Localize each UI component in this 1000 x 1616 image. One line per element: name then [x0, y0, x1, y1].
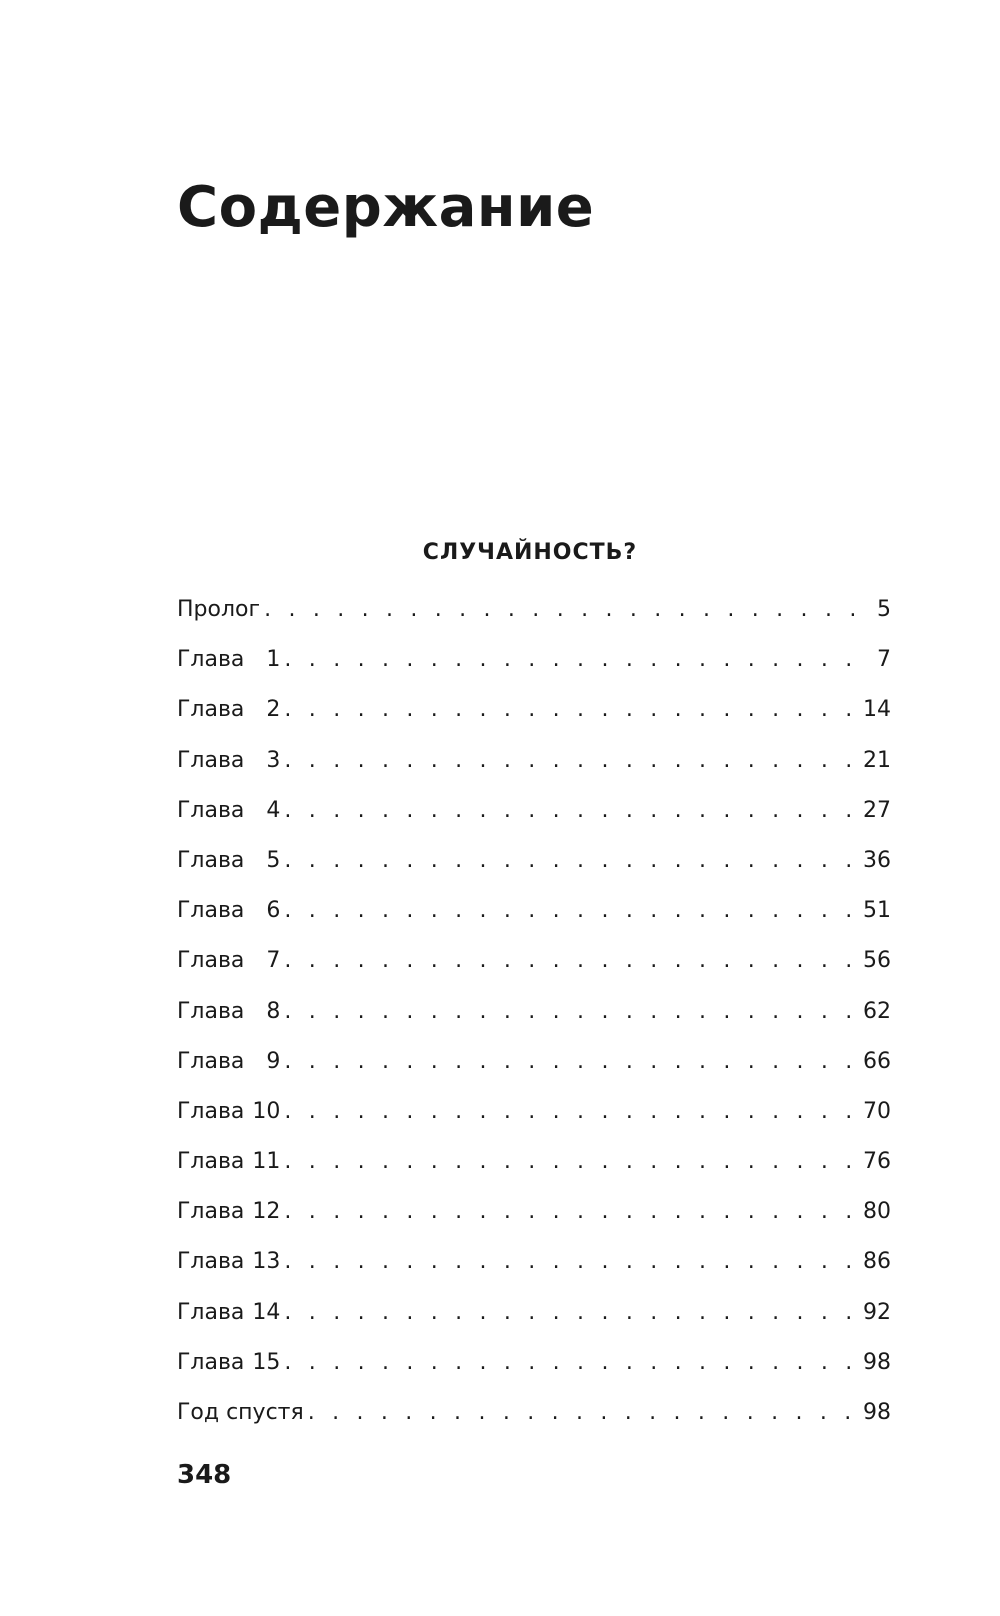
toc-entry-page: 66 [863, 1048, 891, 1074]
toc-entry-label [177, 1338, 280, 1388]
toc-dot-leader [264, 585, 855, 635]
toc-entry-page: 92 [863, 1299, 891, 1325]
toc-entry-number: 10 [252, 1098, 281, 1124]
page-number: 348 [177, 1460, 232, 1490]
toc-dot-leader [284, 1187, 855, 1237]
toc-entry[interactable] [177, 585, 891, 635]
toc-entry[interactable] [177, 736, 891, 786]
toc-entry-number: 9 [266, 1048, 281, 1074]
toc-entry-label [177, 1237, 280, 1287]
toc-entry-title: Глава [177, 1048, 245, 1074]
toc-dot-leader [284, 1137, 855, 1187]
toc-entry-number: 6 [266, 898, 281, 924]
toc-entry-label [177, 1288, 280, 1338]
toc-entry-page: 56 [863, 948, 891, 974]
toc-entry[interactable] [177, 987, 891, 1037]
toc-entry-number: 3 [266, 747, 281, 773]
toc-entry-number: 14 [252, 1299, 281, 1325]
toc-entry-label [177, 1187, 280, 1237]
toc-entry-page: 27 [863, 797, 891, 823]
toc-entry-label [177, 836, 280, 886]
toc-entry-page: 98 [863, 1349, 891, 1375]
toc-entry-label [177, 635, 280, 685]
toc-dot-leader [308, 1388, 855, 1438]
toc-dot-leader [284, 635, 855, 685]
toc-dot-leader [284, 936, 855, 986]
toc-entry-number: 8 [266, 998, 281, 1024]
toc-entry-label [177, 1087, 280, 1137]
toc-entry-title: Глава [177, 647, 245, 673]
toc-entry-page: 86 [863, 1249, 891, 1275]
toc-entry-number: 1 [266, 647, 281, 673]
toc-entry-title: Глава [177, 948, 245, 974]
toc-entry[interactable] [177, 635, 891, 685]
toc-dot-leader [284, 886, 855, 936]
toc-dot-leader [284, 736, 855, 786]
toc-entry-number: 5 [266, 847, 281, 873]
toc-entry-number: 2 [266, 697, 281, 723]
toc-entry-title: Глава [177, 697, 245, 723]
toc-entry-number: 13 [252, 1249, 281, 1275]
toc-entry[interactable] [177, 1087, 891, 1137]
toc-dot-leader [284, 1288, 855, 1338]
toc-dot-leader [284, 685, 855, 735]
toc-entry-title: Глава [177, 1199, 245, 1225]
toc-dot-leader [284, 987, 855, 1037]
toc-entry[interactable] [177, 1237, 891, 1287]
toc-dot-leader [284, 1237, 855, 1287]
toc-entry-title: Глава [177, 847, 245, 873]
table-of-contents [177, 585, 891, 1438]
toc-dot-leader [284, 836, 855, 886]
toc-entry[interactable] [177, 1288, 891, 1338]
toc-entry-page: 70 [863, 1098, 891, 1124]
toc-entry-title: Глава [177, 1098, 245, 1124]
toc-dot-leader [284, 1037, 855, 1087]
toc-entry-page: 76 [863, 1149, 891, 1175]
toc-entry-page: 98 [863, 1400, 891, 1425]
toc-entry-page: 21 [863, 747, 891, 773]
toc-entry[interactable] [177, 786, 891, 836]
toc-entry-number: 4 [266, 797, 281, 823]
section-heading: СЛУЧАЙНОСТЬ? [422, 540, 638, 565]
toc-entry-page: 51 [863, 898, 891, 924]
toc-entry-title: Глава [177, 1149, 245, 1175]
toc-entry-number: 15 [252, 1349, 281, 1375]
toc-entry-title: Пролог [177, 597, 261, 622]
toc-entry[interactable] [177, 1187, 891, 1237]
toc-entry-label [177, 1388, 304, 1438]
toc-entry-title: Глава [177, 797, 245, 823]
toc-entry-label [177, 585, 260, 635]
toc-entry-title: Глава [177, 998, 245, 1024]
toc-entry-page: 62 [863, 998, 891, 1024]
toc-entry-label [177, 736, 280, 786]
toc-entry-page: 5 [877, 597, 891, 622]
toc-entry-label [177, 886, 280, 936]
toc-entry-title: Глава [177, 1299, 245, 1325]
toc-entry-title: Год спустя [177, 1400, 304, 1425]
toc-entry[interactable] [177, 1137, 891, 1187]
toc-entry-label [177, 1037, 280, 1087]
toc-entry[interactable] [177, 1388, 891, 1438]
toc-entry-title: Глава [177, 747, 245, 773]
toc-entry-label [177, 1137, 280, 1187]
toc-entry[interactable] [177, 685, 891, 735]
toc-entry-label [177, 936, 280, 986]
toc-dot-leader [284, 1087, 855, 1137]
toc-dot-leader [284, 1338, 855, 1388]
toc-entry-title: Глава [177, 1249, 245, 1275]
toc-entry-title: Глава [177, 1349, 245, 1375]
toc-entry-page: 14 [863, 697, 891, 723]
toc-entry[interactable] [177, 1338, 891, 1388]
toc-entry-label [177, 685, 280, 735]
toc-entry-label [177, 987, 280, 1037]
toc-entry-number: 11 [252, 1149, 281, 1175]
toc-entry-page: 7 [877, 647, 891, 673]
toc-entry-page: 80 [863, 1199, 891, 1225]
toc-dot-leader [284, 786, 855, 836]
toc-entry[interactable] [177, 936, 891, 986]
toc-entry-number: 12 [252, 1199, 281, 1225]
toc-entry-number: 7 [266, 948, 281, 974]
toc-entry[interactable] [177, 1037, 891, 1087]
toc-entry-page: 36 [863, 847, 891, 873]
toc-entry[interactable] [177, 836, 891, 886]
toc-entry-label [177, 786, 280, 836]
page-title: Содержание [177, 175, 595, 240]
toc-entry[interactable] [177, 886, 891, 936]
toc-entry-title: Глава [177, 898, 245, 924]
